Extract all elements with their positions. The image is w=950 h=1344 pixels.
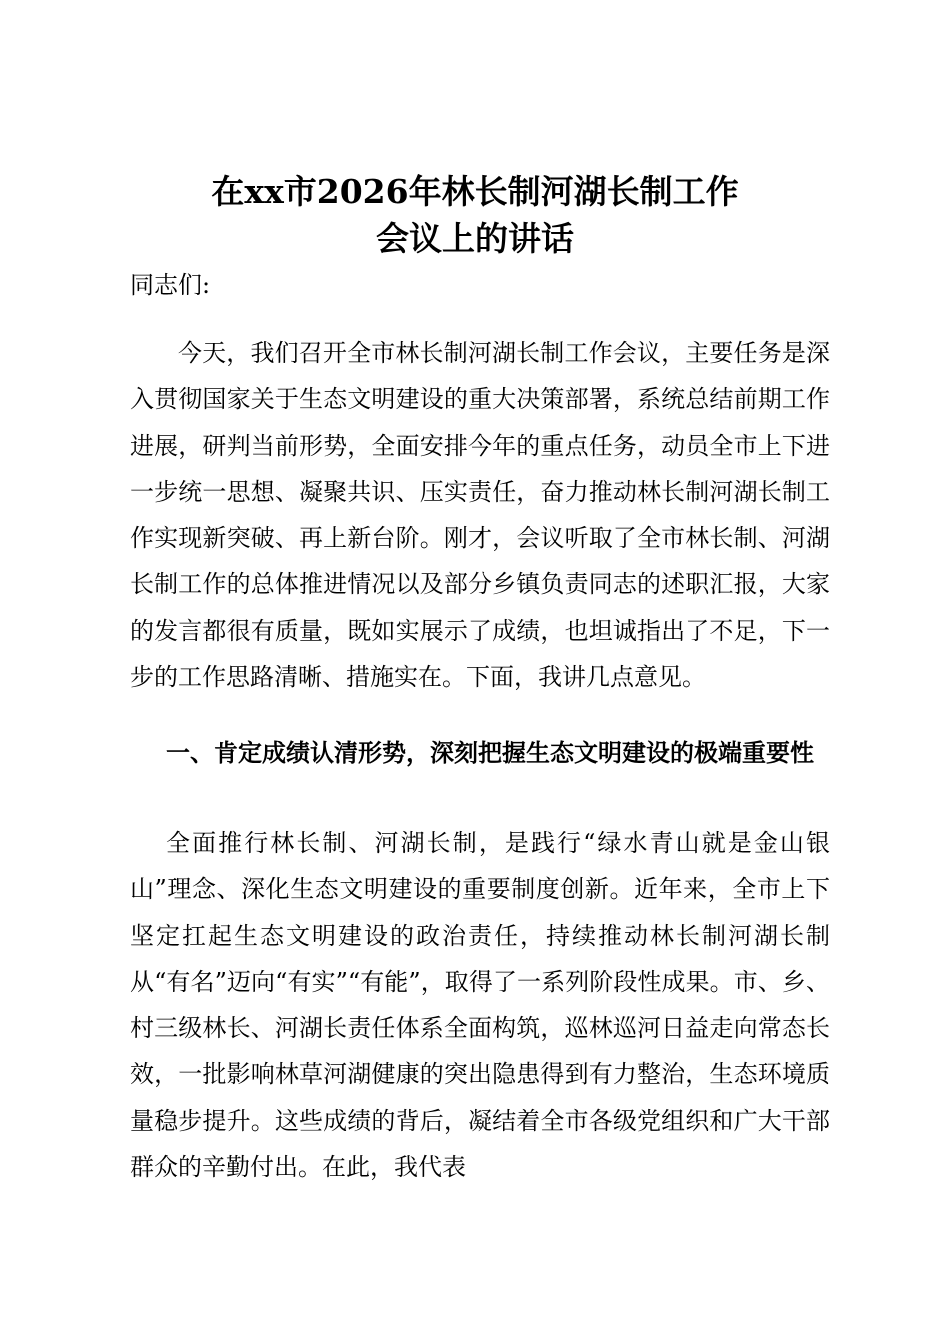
- document-title-line-1: 在xx市2026年林长制河湖长制工作: [211, 172, 739, 211]
- document-title-line-2: 会议上的讲话: [376, 219, 574, 258]
- paragraph-intro: 今天，我们召开全市林长制河湖长制工作会议，主要任务是深入贯彻国家关于生态文明建设的重大决策部署，系统总结前期工作进展，研判当前形势，全面安排今年的重点任务，动员全市上下进一步统一思想、凝聚共识、压实责任，奋力推动林长制河湖长制工作实现新突破、再上新台阶。刚才，会议听取了全市林长制、河湖长制工作的总体推进情况以及部分乡镇负责同志的述职汇报，大家的发言都很有质量，既如实展示了成绩，也坦诚指出了不足，下一步的工作思路清晰、措施实在。下面，我讲几点意见。: [130, 339, 830, 692]
- salutation: 同志们:: [130, 271, 211, 299]
- section-heading-1: 一、肯定成绩认清形势，深刻把握生态文明建设的极端重要性: [166, 738, 814, 767]
- paragraph-section-1: 全面推行林长制、河湖长制，是践行“绿水青山就是金山银山”理念、深化生态文明建设的重要制度创新。近年来，全市上下坚定扛起生态文明建设的政治责任，持续推动林长制河湖长制从“有名”迈向“有实”“有能”，取得了一系列阶段性成果。市、乡、村三级林长、河湖长责任体系全面构筑，巡林巡河日益走向常态长效，一批影响林草河湖健康的突出隐患得到有力整治，生态环境质量稳步提升。这些成绩的背后，凝结着全市各级党组织和广大干部群众的辛勤付出。在此，我代表: [130, 829, 830, 1182]
